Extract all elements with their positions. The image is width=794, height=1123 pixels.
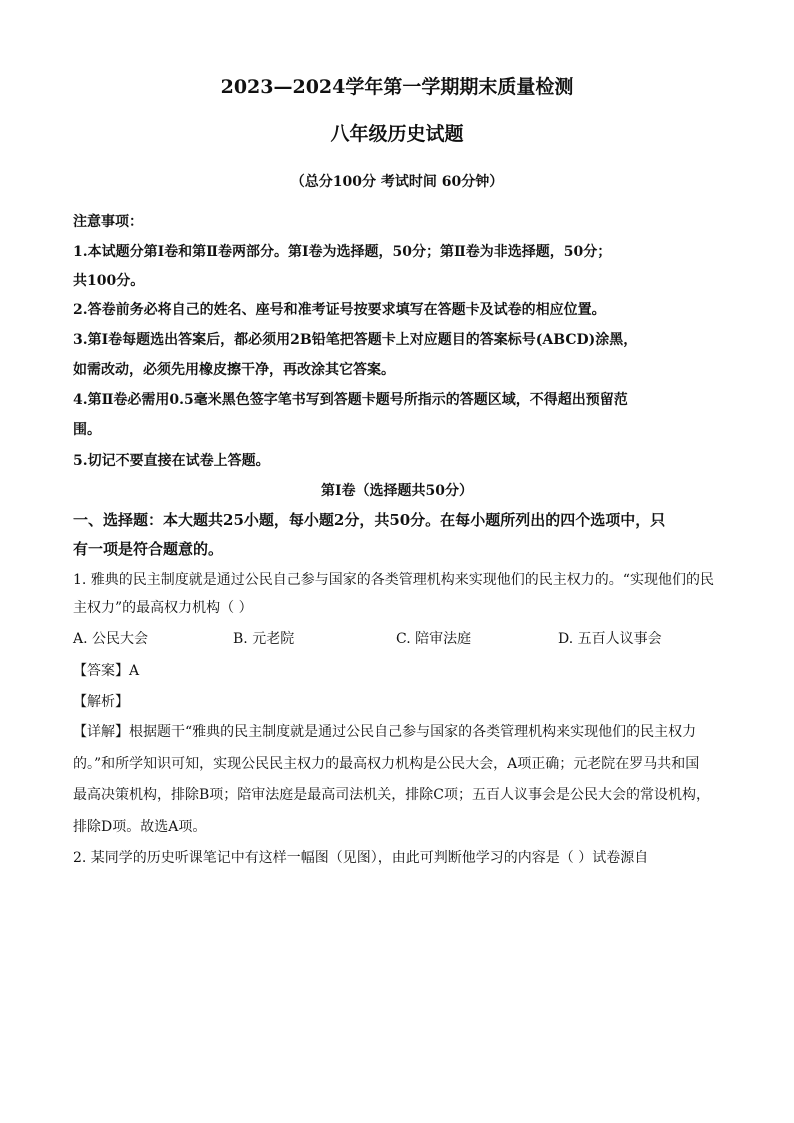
notice-line: 4.第Ⅱ卷必需用0.5毫米黑色签字笔书写到答题卡题号所指示的答题区域，不得超出预留范: [73, 392, 628, 408]
notice-line: 3.第Ⅰ卷每题选出答案后，都必须用2B铅笔把答题卡上对应题目的答案标号(ABCD)涂黑，: [73, 332, 638, 348]
detail-line: 的。”和所学知识可知，实现公民民主权力的最高权力机构是公民大会，A项正确；元老院在罗马共和国: [73, 756, 700, 772]
detail-line: 最高决策机构，排除B项；陪审法庭是最高司法机关，排除C项；五百人议事会是公民大会的常设机构，: [73, 787, 710, 803]
section-heading: 第Ⅰ卷（选择题共50分）: [320, 483, 474, 499]
exam-subtitle: 八年级历史试题: [330, 123, 464, 145]
notice-line: 5.切记不要直接在试卷上答题。: [73, 453, 270, 469]
question-2-stem: 2. 某同学的历史听课笔记中有这样一幅图（见图），由此可判断他学习的内容是（ ）试卷源自: [73, 850, 649, 866]
option-d: D. 五百人议事会: [558, 631, 662, 647]
exam-title: 2023—2024学年第一学期期末质量检测: [220, 76, 574, 98]
section-instructions: 一、选择题：本大题共25小题，每小题2分，共50分。在每小题所列出的四个选项中，只: [73, 511, 666, 529]
notice-line: 1.本试题分第Ⅰ卷和第Ⅱ卷两部分。第Ⅰ卷为选择题，50分；第Ⅱ卷为非选择题，50分；: [73, 244, 612, 260]
analysis-label: 【解析】: [73, 694, 129, 710]
option-c: C. 陪审法庭: [396, 631, 472, 647]
notice-heading: 注意事项：: [73, 214, 143, 230]
option-a: A. 公民大会: [73, 631, 149, 647]
question-1-options: [73, 629, 723, 649]
exam-meta: （总分100分 考试时间 60分钟）: [290, 174, 504, 190]
notice-line: 如需改动，必须先用橡皮擦干净，再改涂其它答案。: [73, 362, 395, 378]
option-b: B. 元老院: [233, 631, 295, 647]
answer-line: 【答案】A: [73, 663, 140, 679]
question-1-stem: 1. 雅典的民主制度就是通过公民自己参与国家的各类管理机构来实现他们的民主权力的。“实现他们的民: [73, 572, 714, 588]
notice-line: 2.答卷前务必将自己的姓名、座号和准考证号按要求填写在答题卡及试卷的相应位置。: [73, 302, 606, 318]
detail-line: 【详解】根据题干“雅典的民主制度就是通过公民自己参与国家的各类管理机构来实现他们的民主权力: [73, 724, 697, 740]
question-1-stem: 主权力”的最高权力机构（ ）: [73, 600, 253, 616]
detail-line: 排除D项。故选A项。: [73, 819, 207, 835]
notice-line: 共100分。: [73, 273, 145, 289]
notice-line: 围。: [73, 422, 101, 438]
section-instructions: 有一项是符合题意的。: [73, 540, 224, 558]
